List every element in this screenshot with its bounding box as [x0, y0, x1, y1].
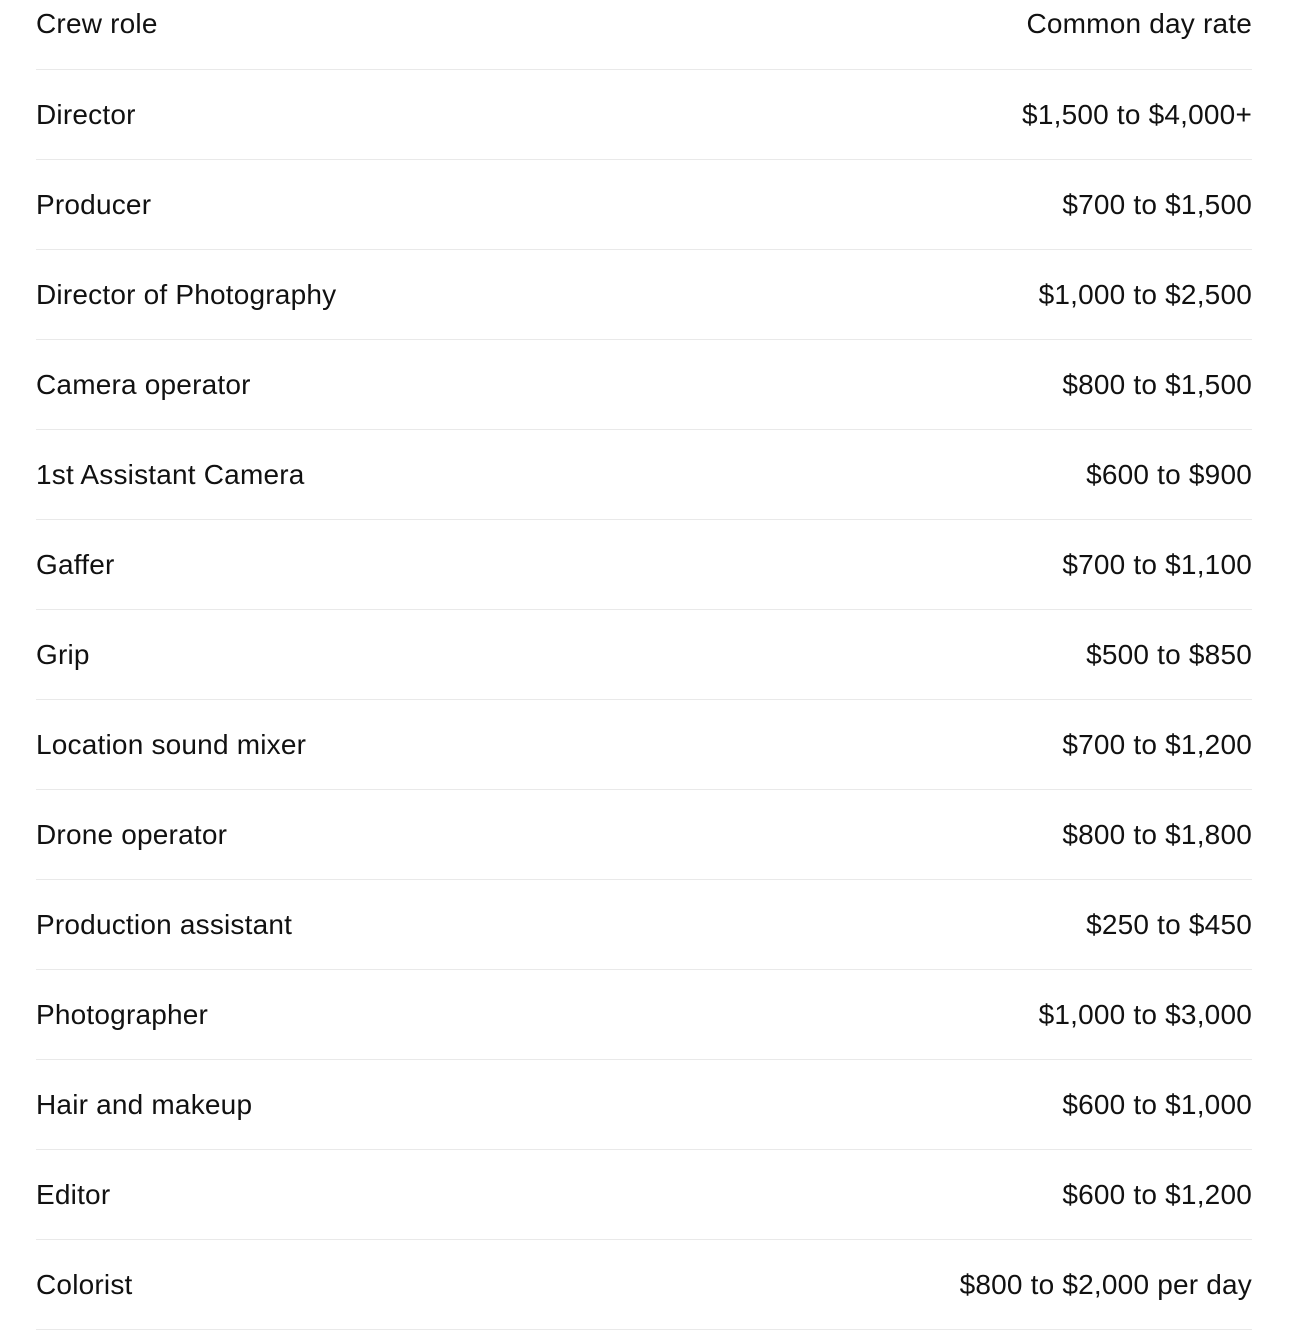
- column-header-day-rate: Common day rate: [1026, 8, 1252, 39]
- crew-role-cell: Gaffer: [36, 548, 115, 580]
- day-rate-cell: $800 to $2,000 per day: [959, 1268, 1252, 1300]
- table-row: [36, 250, 1252, 340]
- table-row: [36, 520, 1252, 610]
- table-header-row: [36, 0, 1252, 70]
- table-row: [36, 340, 1252, 430]
- table-row: [36, 1240, 1252, 1330]
- crew-role-cell: Camera operator: [36, 368, 251, 400]
- crew-role-cell: Director: [36, 98, 136, 130]
- table-row: [36, 430, 1252, 520]
- crew-role-cell: Hair and makeup: [36, 1088, 253, 1120]
- table-row: [36, 610, 1252, 700]
- crew-role-cell: Grip: [36, 638, 90, 670]
- day-rate-cell: $700 to $1,100: [1062, 548, 1252, 580]
- table-row: [36, 700, 1252, 790]
- crew-role-cell: Photographer: [36, 998, 209, 1030]
- day-rate-cell: $800 to $1,500: [1062, 368, 1252, 400]
- crew-role-cell: 1st Assistant Camera: [36, 458, 305, 490]
- day-rate-cell: $600 to $1,200: [1062, 1178, 1252, 1210]
- day-rate-cell: $600 to $1,000: [1062, 1088, 1252, 1120]
- day-rate-cell: $1,000 to $3,000: [1038, 998, 1252, 1030]
- day-rate-cell: $1,500 to $4,000+: [1022, 98, 1252, 130]
- crew-role-cell: Production assistant: [36, 908, 293, 940]
- day-rate-cell: $1,000 to $2,500: [1038, 278, 1252, 310]
- day-rate-cell: $500 to $850: [1086, 638, 1252, 670]
- day-rate-cell: $250 to $450: [1086, 908, 1252, 940]
- column-header-crew-role: Crew role: [36, 8, 158, 39]
- crew-role-cell: Location sound mixer: [36, 728, 307, 760]
- table-row: [36, 880, 1252, 970]
- crew-role-cell: Colorist: [36, 1268, 133, 1300]
- table-row: [36, 790, 1252, 880]
- crew-role-cell: Editor: [36, 1178, 111, 1210]
- crew-role-cell: Drone operator: [36, 818, 228, 850]
- day-rate-cell: $700 to $1,200: [1062, 728, 1252, 760]
- table-row: [36, 1150, 1252, 1240]
- table-row: [36, 970, 1252, 1060]
- day-rate-cell: $800 to $1,800: [1062, 818, 1252, 850]
- day-rate-cell: $700 to $1,500: [1062, 188, 1252, 220]
- crew-role-cell: Producer: [36, 188, 152, 220]
- table-row: [36, 160, 1252, 250]
- table-row: [36, 1060, 1252, 1150]
- day-rate-cell: $600 to $900: [1086, 458, 1252, 490]
- crew-rate-table: [36, 0, 1252, 1330]
- crew-role-cell: Director of Photography: [36, 278, 337, 310]
- table-row: [36, 70, 1252, 160]
